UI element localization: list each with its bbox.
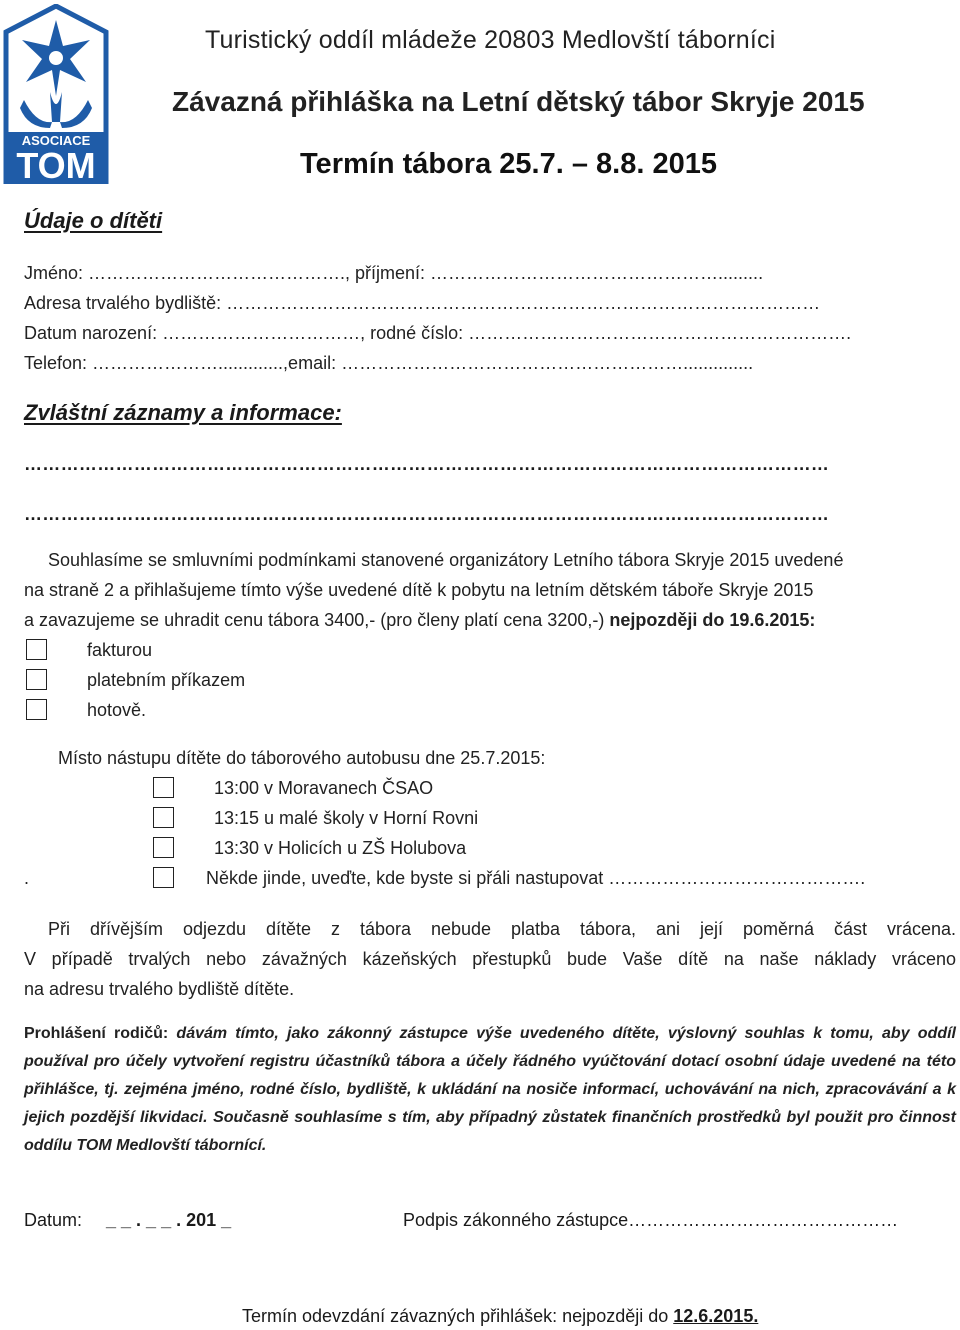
agreement-line-1: Souhlasíme se smluvními podmínkami stanovené organizátory Letního tábora Skryje 2015 uvedené — [48, 550, 844, 570]
payment-transfer-label: platebním příkazem — [87, 670, 246, 690]
pickup-horni-rovne-checkbox[interactable] — [153, 807, 174, 828]
deadline-date: 12.6.2015. — [673, 1306, 759, 1326]
refund-line-3: na adresu trvalého bydliště dítěte. — [24, 979, 295, 999]
payment-deadline: nejpozději do 19.6.2015: — [609, 610, 816, 630]
refund-line-2: V případě trvalých nebo závažných kázeňských přestupků bude Vaše dítě na naše náklady vráceno — [24, 949, 956, 969]
logo-text-asociace: ASOCIACE — [21, 133, 91, 148]
pickup-other-label[interactable]: Někde jinde, uveďte, kde byste si přáli nastupovat ……………………………………. — [206, 868, 866, 888]
refund-line-1: Při dřívějším odjezdu dítěte z tábora nebude platba tábora, ani její poměrná část vrácena. — [48, 919, 956, 939]
pickup-lead-dot: . — [24, 868, 30, 888]
organization-name: Turistický oddíl mládeže 20803 Medlovští táborníci — [205, 26, 776, 54]
name-field-line[interactable]: Jméno: ……………………………………., příjmení: …………………………………………......... — [24, 263, 764, 283]
notes-line-2[interactable]: …………………………………………………………………………………………………………………… — [24, 504, 830, 524]
notes-line-1[interactable]: …………………………………………………………………………………………………………………… — [24, 454, 830, 474]
payment-invoice-checkbox[interactable] — [26, 639, 47, 660]
agreement-line-3: a zavazujeme se uhradit cenu tábora 3400,- (pro členy platí cena 3200,-) nejpozději do 19.6.2015: — [24, 610, 816, 630]
declaration-lead: Prohlášení rodičů: — [24, 1025, 169, 1042]
payment-transfer-checkbox[interactable] — [26, 669, 47, 690]
form-title: Závazná přihláška na Letní dětský tábor Skryje 2015 — [172, 86, 865, 117]
signature-field[interactable]: Podpis zákonného zástupce……………………………………… — [403, 1210, 899, 1230]
payment-invoice-label: fakturou — [87, 640, 153, 660]
child-info-heading: Údaje o dítěti — [24, 208, 163, 233]
pickup-moravany-label: 13:00 v Moravanech ČSAO — [214, 778, 434, 798]
logo-text-tom: TOM — [16, 145, 96, 184]
payment-cash-checkbox[interactable] — [26, 699, 47, 720]
address-field-line[interactable]: Adresa trvalého bydliště: ……………………………………………………………………………………… — [24, 293, 821, 313]
date-value: _ _ . _ _ . 201 _ — [106, 1210, 232, 1230]
special-notes-heading: Zvláštní záznamy a informace: — [24, 400, 342, 425]
payment-cash-label: hotově. — [87, 700, 147, 720]
submission-deadline: Termín odevzdání závazných přihlášek: nejpozději do 12.6.2015. — [242, 1306, 759, 1326]
date-label: Datum: — [24, 1210, 83, 1230]
pickup-other-checkbox[interactable] — [153, 867, 174, 888]
declaration-text: dávám tímto, jako zákonný zástupce výše uvedeného dítěte, výslovný souhlas k tomu, aby oddíl používal pro účely vytvoření registru účastníků tábora a účely řádného vyúčtování dotací osobní údaje uvedené na této přihlášce, tj. zejména jméno, rodné číslo, bydliště, k ukládání na nosiče informací, uchovávání na nich, zpracovávání a k jejich pozdější likvidaci. Současně souhlasíme s tím, aby případný zůstatek finančních prostředků byl použit pro činnost oddílu TOM Medlovští tábornící. — [24, 1025, 957, 1154]
asociace-tom-logo — [0, 4, 112, 184]
pickup-heading: Místo nástupu dítěte do táborového autobusu dne 25.7.2015: — [58, 748, 546, 768]
camp-term: Termín tábora 25.7. – 8.8. 2015 — [300, 148, 717, 180]
pickup-holice-label: 13:30 v Holicích u ZŠ Holubova — [214, 838, 467, 858]
pickup-moravany-checkbox[interactable] — [153, 777, 174, 798]
date-field[interactable] — [24, 1210, 231, 1231]
parent-declaration — [24, 1020, 956, 1160]
agreement-line-2: na straně 2 a přihlašujeme tímto výše uvedené dítě k pobytu na letním dětském táboře Skryje 2015 — [24, 580, 814, 600]
pickup-holice-checkbox[interactable] — [153, 837, 174, 858]
pickup-horni-rovne-label: 13:15 u malé školy v Horní Rovni — [214, 808, 479, 828]
phone-email-field-line[interactable]: Telefon: ………………….............,email: ………………………………………………….............. — [24, 353, 754, 373]
birth-date-field-line[interactable]: Datum narození: ……………………………, rodné číslo: ………………………………………………………. — [24, 323, 852, 343]
